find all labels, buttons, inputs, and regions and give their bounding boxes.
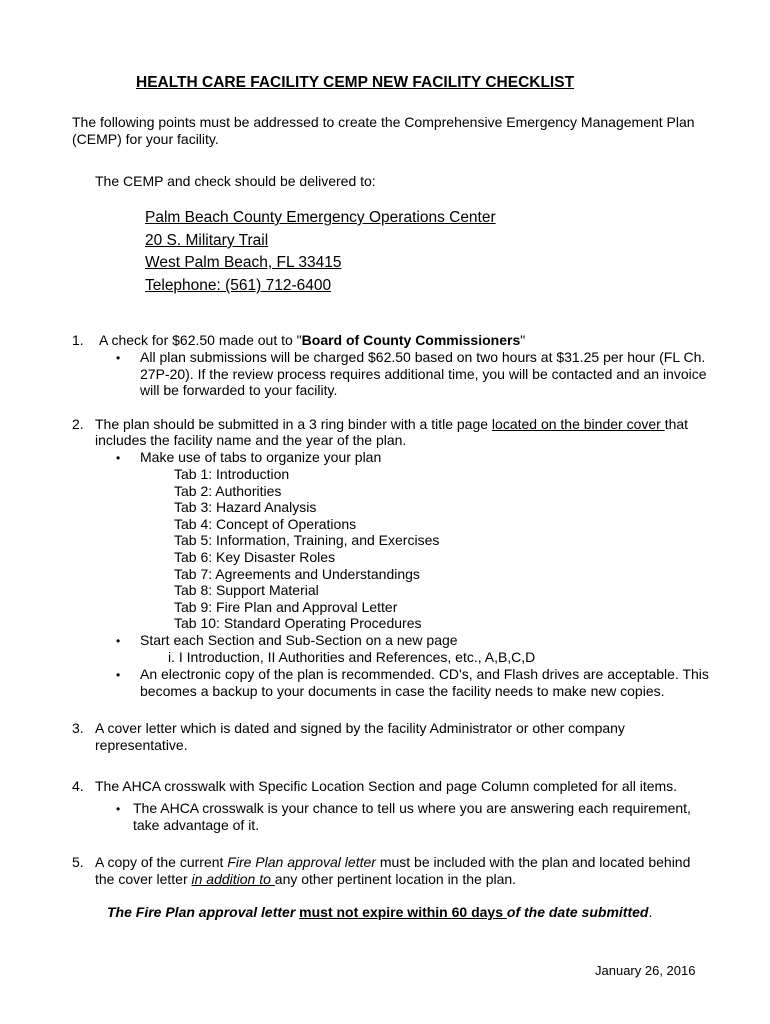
bullet-icon: • bbox=[116, 351, 121, 365]
address-line4: Telephone: (561) 712-6400 bbox=[145, 277, 332, 294]
item1-bullet-line1: All plan submissions will be charged $62.50 based on two hours at $31.25 per hour (FL Ch. bbox=[140, 349, 706, 365]
item1-bullet-line2: 27P-20). If the review process requires additional time, you will be contacted and an invoice bbox=[140, 366, 707, 382]
item3-line1: A cover letter which is dated and signed by the facility Administrator or other company bbox=[95, 720, 625, 736]
item1-text: A check for $62.50 made out to "Board of County Commissioners" bbox=[99, 332, 526, 348]
address-line2: 20 S. Military Trail bbox=[145, 232, 269, 249]
intro-text-line1: The following points must be addressed to create the Comprehensive Emergency Management Plan bbox=[72, 114, 695, 130]
item2-bullet1: Make use of tabs to organize your plan bbox=[140, 449, 382, 465]
item2-bullet3-line1: An electronic copy of the plan is recommended. CD's, and Flash drives are acceptable. This bbox=[140, 666, 709, 682]
item2-bullet3-line2: becomes a backup to your documents in case the facility needs to make new copies. bbox=[140, 683, 665, 699]
tab-list-item: Tab 4: Concept of Operations bbox=[174, 516, 357, 532]
bullet-icon: • bbox=[116, 634, 121, 648]
item2-line2: includes the facility name and the year of the plan. bbox=[95, 432, 407, 448]
item1-bullet-line3: will be forwarded to your facility. bbox=[140, 382, 338, 398]
tab-list-item: Tab 10: Standard Operating Procedures bbox=[174, 615, 422, 631]
item2-subitem-i: i. I Introduction, II Authorities and References, etc., A,B,C,D bbox=[168, 649, 536, 665]
page-title: HEALTH CARE FACILITY CEMP NEW FACILITY CHECKLIST bbox=[136, 74, 575, 91]
item5-line2: the cover letter in addition to any other pertinent location in the plan. bbox=[95, 871, 517, 887]
bullet-icon: • bbox=[116, 668, 121, 682]
item-number: 4. bbox=[72, 778, 84, 794]
item2-line1: The plan should be submitted in a 3 ring binder with a title page located on the binder cover that bbox=[95, 416, 689, 432]
tab-list-item: Tab 5: Information, Training, and Exercises bbox=[174, 532, 440, 548]
tab-list-item: Tab 8: Support Material bbox=[174, 582, 319, 598]
item-number: 2. bbox=[72, 416, 84, 432]
item4-line1: The AHCA crosswalk with Specific Location Section and page Column completed for all items. bbox=[95, 778, 678, 794]
item2-bullet2: Start each Section and Sub-Section on a new page bbox=[140, 632, 458, 648]
item4-bullet-line2: take advantage of it. bbox=[133, 817, 260, 833]
item3-line2: representative. bbox=[95, 737, 188, 753]
tab-list-item: Tab 6: Key Disaster Roles bbox=[174, 549, 336, 565]
fire-plan-note: The Fire Plan approval letter must not expire within 60 days of the date submitted. bbox=[107, 904, 653, 920]
tab-list-item: Tab 2: Authorities bbox=[174, 483, 282, 499]
address-line3: West Palm Beach, FL 33415 bbox=[145, 254, 342, 271]
tab-list-item: Tab 3: Hazard Analysis bbox=[174, 499, 317, 515]
item4-bullet-line1: The AHCA crosswalk is your chance to tell us where you are answering each requirement, bbox=[133, 800, 691, 816]
item5-line1: A copy of the current Fire Plan approval letter must be included with the plan and located behind bbox=[95, 854, 691, 870]
intro-text-line2: (CEMP) for your facility. bbox=[72, 131, 219, 147]
bullet-icon: • bbox=[116, 451, 121, 465]
tab-list-item: Tab 9: Fire Plan and Approval Letter bbox=[174, 599, 398, 615]
bullet-icon: • bbox=[116, 802, 121, 816]
address-line1: Palm Beach County Emergency Operations Center bbox=[145, 209, 496, 226]
tab-list-item: Tab 1: Introduction bbox=[174, 466, 290, 482]
tab-list-item: Tab 7: Agreements and Understandings bbox=[174, 566, 420, 582]
item-number: 5. bbox=[72, 854, 84, 870]
item-number: 1. bbox=[72, 332, 84, 348]
footer-date: January 26, 2016 bbox=[595, 963, 696, 978]
item-number: 3. bbox=[72, 720, 84, 736]
delivery-instruction: The CEMP and check should be delivered to: bbox=[95, 173, 376, 189]
